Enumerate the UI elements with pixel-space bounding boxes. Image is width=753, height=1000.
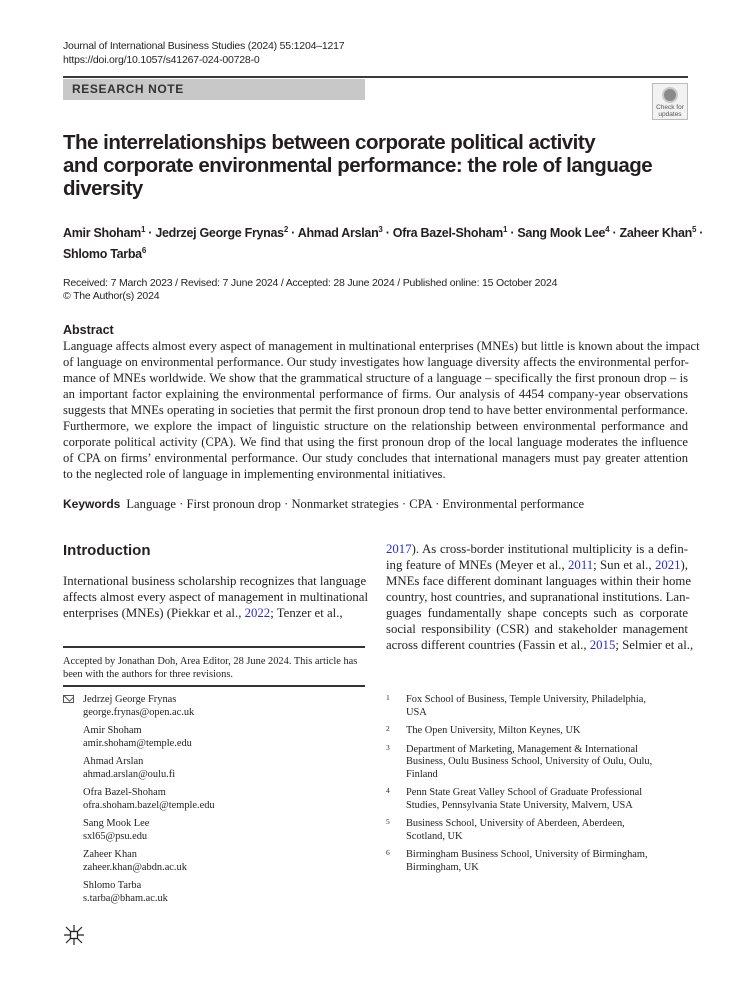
footnote-rule xyxy=(63,685,365,687)
introduction-heading: Introduction xyxy=(63,542,151,559)
author-name[interactable]: Sang Mook Lee xyxy=(517,226,606,241)
affiliation-line: Birmingham, UK xyxy=(406,861,479,873)
affiliation-line: USA xyxy=(406,706,427,718)
contact-email[interactable]: ofra.shoham.bazel@temple.edu xyxy=(83,799,215,811)
text-line: International business scholarship recognizes that language xyxy=(63,574,367,588)
affiliation-line: The Open University, Milton Keynes, UK xyxy=(406,725,581,736)
affiliation-number: 2 xyxy=(386,724,390,733)
contact-name: Ahmad Arslan xyxy=(83,756,144,767)
badge-text: Check for xyxy=(656,104,684,111)
contact-name: Ofra Bazel-Shoham xyxy=(83,787,166,798)
text-line: 2017). As cross-border institutional multiplicity is a defin- xyxy=(386,542,688,556)
contact-entry xyxy=(63,880,365,905)
copyright: © The Author(s) 2024 xyxy=(63,289,160,302)
affiliation-marker: 5 xyxy=(691,225,697,234)
keywords-text: Language · First pronoun drop · Nonmarket strategies · CPA · Environmental performance xyxy=(126,497,585,511)
affiliation-number: 6 xyxy=(386,848,390,857)
affiliation-line: Finland xyxy=(406,768,438,780)
introduction-right-column xyxy=(386,541,694,653)
author-name[interactable]: Jedrzej George Frynas xyxy=(155,226,284,241)
affiliation-line: Penn State Great Valley School of Graduate Professional xyxy=(406,787,643,798)
springer-logo-icon xyxy=(63,924,85,951)
keywords-label: Keywords xyxy=(63,497,121,511)
text-line: affects almost every aspect of management in multinational xyxy=(63,590,369,604)
affiliation-marker: 2 xyxy=(283,225,288,234)
author-name[interactable]: Shlomo Tarba xyxy=(63,247,142,262)
editor-note: Accepted by Jonathan Doh, Area Editor, 28 June 2024. This article has been with the authors for three revisions. xyxy=(63,656,358,680)
citation-link[interactable]: 2015 xyxy=(589,638,616,652)
citation-link[interactable]: 2011 xyxy=(568,558,594,572)
author-name[interactable]: Amir Shoham xyxy=(63,226,141,241)
text-line: across different countries (Fassin et al., 2015; Selmier et al., xyxy=(386,638,694,652)
affiliation-entry xyxy=(386,744,688,782)
text-line: Language affects almost every aspect of management in multinational enterprises (MNEs) but little is known about the impact xyxy=(63,339,700,353)
contact-name: Zaheer Khan xyxy=(83,849,137,860)
contact-entry xyxy=(63,818,365,843)
title-line: diversity xyxy=(63,177,143,200)
contact-name: Sang Mook Lee xyxy=(83,818,150,829)
affiliation-marker: 1 xyxy=(503,225,508,234)
doi-link[interactable]: https://doi.org/10.1057/s41267-024-00728-0 xyxy=(63,54,260,66)
affiliation-number: 5 xyxy=(386,817,390,826)
text-line: ing feature of MNEs (Meyer et al., 2011; Sun et al., 2021), xyxy=(386,558,688,572)
text-line: of language on environmental performance. Our study investigates how language diversity affects the environmental perfor- xyxy=(63,355,689,369)
affiliation-line: Scotland, UK xyxy=(406,830,463,842)
affiliation-entry xyxy=(386,787,688,812)
title-line: and corporate environmental performance: the role of language xyxy=(63,154,653,177)
article-title xyxy=(63,131,652,200)
contact-email[interactable]: sxl65@psu.edu xyxy=(83,830,148,842)
text-line: social responsibility (CSR) and stakeholder management xyxy=(386,622,688,636)
text-line: an important factor explaining the environmental performance of firms. Our analysis of 4454 company-year observations xyxy=(63,387,688,401)
footnote-rule xyxy=(63,646,365,648)
affiliation-entry xyxy=(386,818,688,843)
contact-entry xyxy=(63,849,365,874)
publication-dates xyxy=(63,277,557,302)
author-contacts xyxy=(63,694,365,911)
keywords xyxy=(63,497,584,512)
journal-citation: Journal of International Business Studies (2024) 55:1204–1217 xyxy=(63,40,345,52)
text-line: suggests that MNEs operating in societies that permit the first pronoun drop tend to have better environmental performance. xyxy=(63,403,688,417)
citation-link[interactable]: 2017 xyxy=(386,542,412,556)
affiliation-line: Fox School of Business, Temple University, Philadelphia, xyxy=(406,694,646,705)
affiliation-number: 3 xyxy=(386,742,390,752)
affiliation-line: Business, Oulu Business School, University of Oulu, Oulu, xyxy=(406,756,653,767)
contact-email[interactable]: zaheer.khan@abdn.ac.uk xyxy=(83,861,187,873)
affiliation-marker: 1 xyxy=(140,225,146,234)
text-line: enterprises (MNEs) (Piekkar et al., 2022; Tenzer et al., xyxy=(63,606,343,620)
contact-name: Amir Shoham xyxy=(83,725,142,736)
affiliation-marker: 6 xyxy=(141,246,146,256)
abstract-heading: Abstract xyxy=(63,323,114,337)
contact-entry xyxy=(63,694,365,719)
contact-entry xyxy=(63,725,365,750)
affiliation-entry xyxy=(386,725,688,738)
affiliations xyxy=(386,694,688,880)
check-for-updates-badge[interactable] xyxy=(652,83,688,120)
text-line: Furthermore, we explore the impact of linguistic structure on the relationship between environmental performance and xyxy=(63,419,688,433)
contact-entry xyxy=(63,787,365,812)
affiliation-line: Department of Marketing, Management & International xyxy=(406,743,638,755)
contact-name: Jedrzej George Frynas xyxy=(83,694,177,705)
affiliation-line: Birmingham Business School, University of Birmingham, xyxy=(406,849,648,860)
author-list: Amir Shoham$^1$ · Jedrzej George Frynas$^2$ · Ahmad Arslan$^3$ · Ofra Bazel-Shoham$^1$ · Sang Mook Lee$^4$ · Zaheer Khan$^5$ · Shlomo Tarba$^6$ xyxy=(63,225,704,262)
section-label: RESEARCH NOTE xyxy=(63,79,365,100)
affiliation-marker: 3 xyxy=(378,225,383,234)
text-line: MNEs face different dominant languages within their home xyxy=(386,574,692,588)
author-name[interactable]: Zaheer Khan xyxy=(619,226,692,241)
text-line: mance of MNEs worldwide. We show that the grammatical structure of a language – specifically the first pronoun drop – is xyxy=(63,371,688,385)
affiliation-number: 1 xyxy=(386,693,390,702)
contact-email[interactable]: s.tarba@bham.ac.uk xyxy=(83,892,168,904)
author-name[interactable]: Ahmad Arslan xyxy=(297,226,379,241)
header-rule xyxy=(63,76,688,78)
contact-email[interactable]: george.frynas@open.ac.uk xyxy=(83,706,195,718)
text-line: of CPA on firms’ environmental performance. Our study concludes that international managers must pay greater attention xyxy=(63,451,688,465)
affiliation-entry xyxy=(386,694,688,719)
title-line: The interrelationships between corporate political activity xyxy=(63,131,596,154)
bookmark-icon xyxy=(662,87,678,103)
contact-email[interactable]: amir.shoham@temple.edu xyxy=(83,737,192,749)
text-line: to the neglected role of language in implementing environmental initiatives. xyxy=(63,467,446,481)
citation-link[interactable]: 2022 xyxy=(244,606,271,620)
affiliation-line: Studies, Pennsylvania State University, Malvern, USA xyxy=(406,799,633,811)
contact-name: Shlomo Tarba xyxy=(83,880,142,891)
author-name[interactable]: Ofra Bazel-Shoham xyxy=(392,226,503,241)
text-line: corporate political activity (CPA). We find that using the first pronoun drop of the local language moderates the influence xyxy=(63,435,688,449)
affiliation-line: Business School, University of Aberdeen, Aberdeen, xyxy=(406,818,625,829)
affiliation-marker: 4 xyxy=(605,225,610,234)
dates-text: Received: 7 March 2023 / Revised: 7 June 2024 / Accepted: 28 June 2024 / Published online: 15 October 2024 xyxy=(63,277,558,289)
text-line: country, host countries, and supranational institutions. Lan- xyxy=(386,590,690,604)
contact-email[interactable]: ahmad.arslan@oulu.fi xyxy=(83,768,176,780)
affiliation-number: 4 xyxy=(386,786,390,795)
text-line: guages fundamentally shape concepts such as corporate xyxy=(386,606,688,620)
citation-link[interactable]: 2021 xyxy=(654,558,681,572)
envelope-icon xyxy=(63,695,74,703)
introduction-left-column xyxy=(63,573,369,621)
contact-entry xyxy=(63,756,365,781)
badge-text: updates xyxy=(658,111,682,118)
abstract-body xyxy=(63,338,700,482)
affiliation-entry xyxy=(386,849,688,874)
